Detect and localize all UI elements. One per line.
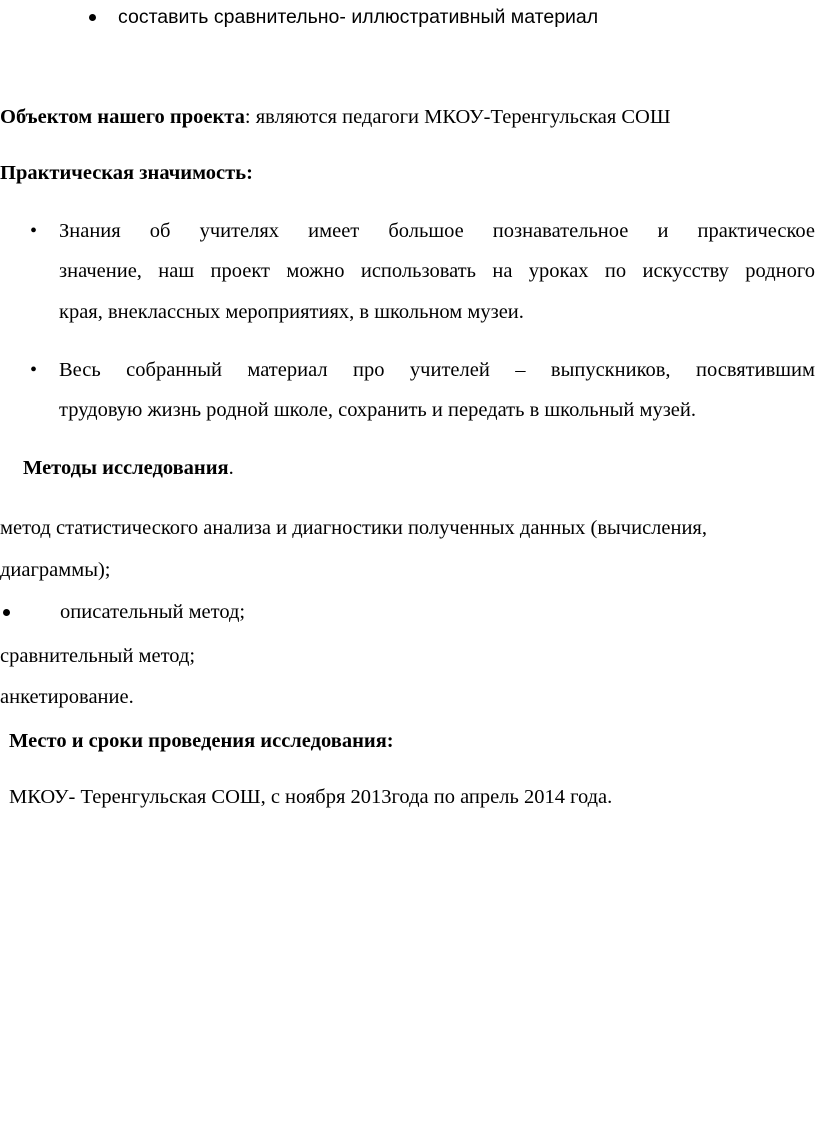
- place-text: МКОУ- Теренгульская СОШ, с ноября 2013года по апрель 2014 года.: [9, 786, 613, 808]
- object-text: : являются педагоги МКОУ-Теренгульская СОШ: [244, 106, 671, 128]
- significance-item-1-line-2: значение, наш проект можно использовать на уроках по искусству родного: [59, 260, 815, 282]
- methods-line-1: метод статистического анализа и диагностики полученных данных (вычисления,: [0, 517, 707, 539]
- methods-heading-suffix: .: [228, 457, 234, 479]
- significance-item-1-line-3: края, внеклассных мероприятиях, в школьном музеи.: [59, 301, 524, 323]
- methods-heading: Методы исследования: [23, 457, 229, 479]
- significance-bullet-icon: •: [30, 359, 38, 381]
- object-paragraph: [0, 105, 671, 129]
- bullet-dot-icon: [3, 609, 10, 616]
- significance-item-2-line-2: трудовую жизнь родной школе, сохранить и передать в школьный музей.: [59, 399, 697, 421]
- place-heading: Место и сроки проведения исследования:: [9, 730, 394, 752]
- methods-item-3: анкетирование.: [0, 686, 134, 708]
- object-label: Объектом нашего проекта: [0, 106, 245, 128]
- significance-heading: Практическая значимость:: [0, 162, 253, 184]
- methods-bullet-item: описательный метод;: [60, 601, 246, 623]
- bullet-dot-icon: [89, 14, 96, 21]
- methods-line-2: диаграммы);: [0, 559, 111, 581]
- significance-bullet-icon: •: [30, 220, 38, 242]
- top-bullet-text: составить сравнительно- иллюстративный материал: [118, 6, 599, 28]
- significance-item-2-line-1: Весь собранный материал про учителей – выпускников, посвятившим: [59, 359, 815, 381]
- methods-heading-line: [23, 456, 234, 480]
- significance-item-1-line-1: Знания об учителях имеет большое познавательное и практическое: [59, 220, 815, 242]
- methods-item-2: сравнительный метод;: [0, 645, 196, 667]
